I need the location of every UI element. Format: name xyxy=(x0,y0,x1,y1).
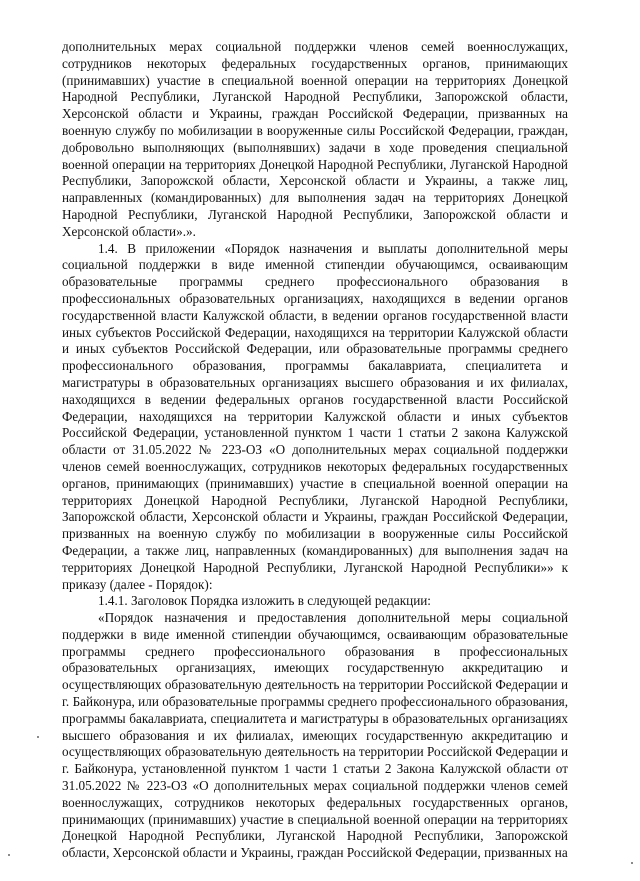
scan-speck xyxy=(8,854,10,856)
paragraph-new-title-quote: «Порядок назначения и предоставления дополнительной меры социальной поддержки в виде именной стипендии обучающимся, осваивающим образовательные программы среднего профессионального образования в профессиональных образовательных организациях, имеющих государственную аккредитацию и осуществляющих образовательную деятельность на территории Российской Федерации и г. Байконура, или образовательные программы среднего профессионального образования, программы бакалавриата, специалитета и магистратуры в образовательных организациях высшего образования и их филиалах, имеющих государственную аккредитацию и осуществляющих образовательную деятельность на территории Российской Федерации и г. Байконура, установленной пунктом 1 части 1 статьи 2 Закона Калужской области от 31.05.2022 № 223-ОЗ «О дополнительных мерах социальной поддержки членов семей военнослужащих, сотрудников некоторых федеральных государственных органов, принимающих (принимавших) участие в специальной военной операции на территориях Донецкой Народной Республики, Луганской Народной Республики, Запорожской области, Херсонской области и Украины, граждан Российской Федерации, призванных на xyxy=(62,610,568,861)
paragraph-continuation: дополнительных мерах социальной поддержки членов семей военнослужащих, сотрудников некоторых федеральных государственных органов, принимающих (принимавших) участие в специальной военной операции на территориях Донецкой Народной Республики, Луганской Народной Республики, Запорожской области, Херсонской области и Украины, граждан Российской Федерации, призванных на военную службу по мобилизации в вооруженные силы Российской Федерации, граждан, добровольно выполняющих (выполнявших) задачи в ходе проведения специальной военной операции на территориях Донецкой Народной Республики, Луганской Народной Республики, Запорожской области, Херсонской области и Украины, а также лиц, направленных (командированных) для выполнения задач на территориях Донецкой Народной Республики, Луганской Народной Республики, Запорожской области и Херсонской области».». xyxy=(62,39,568,239)
scan-speck xyxy=(631,862,633,864)
paragraph-item-1-4-1: 1.4.1. Заголовок Порядка изложить в следующей редакции: xyxy=(98,593,431,609)
paragraph-item-1-4: 1.4. В приложении «Порядок назначения и выплаты дополнительной меры социальной поддержки в виде именной стипендии обучающимся, осваивающим образовательные программы среднего профессионального образования в профессиональных образовательных организациях, находящихся в ведении органов государственной власти Калужской области, в ведении органов государственной власти иных субъектов Российской Федерации, находящихся на территории Калужской области и иных субъектов Российской Федерации, или образовательные программы среднего профессионального образования, программы бакалавриата, специалитета и магистратуры в образовательных организациях высшего образования и их филиалах, находящихся в ведении федеральных органов государственной власти Российской Федерации, находящихся на территории Калужской области и иных субъектов Российской Федерации, установленной пунктом 1 части 1 статьи 2 закона Калужской области от 31.05.2022 № 223-ОЗ «О дополнительных мерах социальной поддержки членов семей военнослужащих, сотрудников некоторых федеральных государственных органов, принимающих (принимавших) участие в специальной военной операции на территориях Донецкой Народной Республики, Луганской Народной Республики, Запорожской области, Херсонской области и Украины, граждан Российской Федерации, призванных на военную службу по мобилизации в вооруженные силы Российской Федерации, а также лиц, направленных (командированных) для выполнения задач на территориях Донецкой Народной Республики, Луганской Народной Республики»» к приказу (далее - Порядок): xyxy=(62,240,568,592)
document-page xyxy=(62,39,568,862)
scan-speck xyxy=(37,736,39,738)
